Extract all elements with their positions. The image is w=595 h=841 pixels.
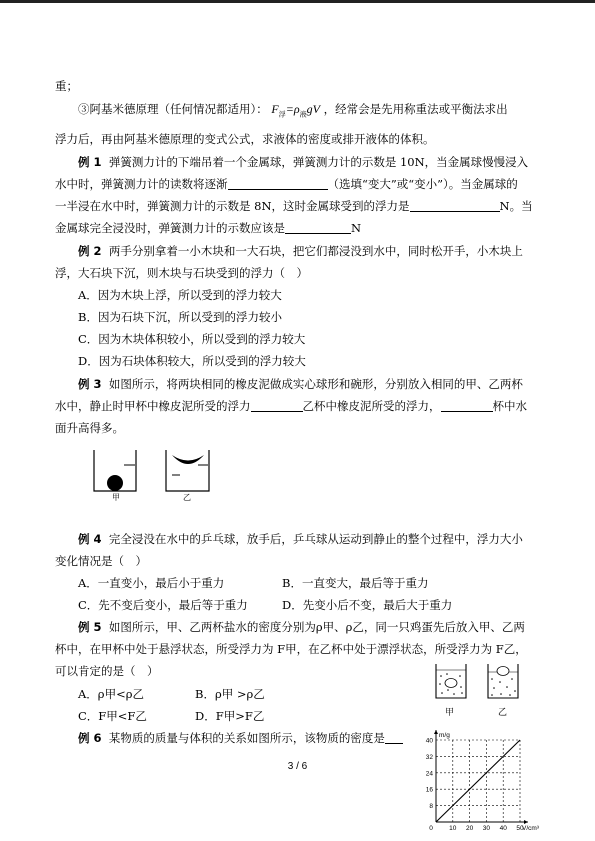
archimedes-line-1 [78,98,508,125]
example-3-line-1: 例 3 如图所示，将两块相同的橡皮泥做成实心球形和碗形，分别放入相同的甲、乙两杯 [78,377,523,391]
egg-suspended [445,679,457,688]
archimedes-label: ③阿基米德原理（任何情况都适用）： [78,102,268,116]
example-2-option-b[interactable]: B．因为石块下沉，所以受到的浮力较小 [78,310,282,324]
example-5-option-d[interactable]: D．F甲>F乙 [195,709,265,723]
cup-yi [488,664,518,698]
example-5-line-1: 例 5 如图所示，甲、乙两杯盐水的密度分别为ρ甲、ρ乙，同一只鸡蛋先后放入甲、乙两 [78,620,525,634]
page-number: 3 / 6 [287,761,308,772]
example-6-line-1: 例 6 某物质的质量与体积的关系如图所示，该物质的密度是 [78,727,403,749]
y-tick-label: 32 [425,753,433,761]
y-tick-label: 8 [429,803,433,811]
x-tick-label: 10 [449,825,457,832]
beaker-yi [166,450,209,491]
example-2-label: 例 2 [78,244,102,258]
cup-label-yi: 乙 [498,707,508,717]
page-top-rule [0,0,595,3]
example-5-option-c[interactable]: C．F甲<F乙 [78,709,147,723]
clay-bowl [172,455,204,464]
example-5-line-3: 可以肯定的是（ ） [55,664,159,678]
figure-label-jia: 甲 [112,493,120,502]
figure-label-yi: 乙 [183,493,191,502]
example-2-option-a[interactable]: A．因为木块上浮，所以受到的浮力较大 [78,288,282,302]
example-2-option-d[interactable]: D．因为石块体积较大，所以受到的浮力较大 [78,354,306,368]
answer-blank[interactable] [385,729,403,744]
example-2-line-1: 例 2 两手分别拿着一小木块和一大石块，把它们都浸没到水中，同时松开手，小木块上 [78,244,523,258]
example-6-label: 例 6 [78,731,102,745]
x-tick-label: 30 [482,825,491,832]
example-2-line-2: 浮，大石块下沉，则木块与石块受到的浮力（ ） [55,266,308,280]
example-4-option-d[interactable]: D．先变小后不变，最后大于重力 [282,598,453,612]
top-text: 重； [55,79,78,93]
example-4-line-1: 例 4 完全浸没在水中的乒乓球，放手后，乒乓球从运动到静止的整个过程中，浮力大小 [78,532,523,546]
y-tick-label: 24 [425,770,433,778]
x-axis-label: V/cm³ [522,825,539,832]
example-5-option-a[interactable]: A．ρ甲<ρ乙 [78,687,144,701]
archimedes-formula: $F_浮=\rho_液gV$ [271,102,320,119]
archimedes-tail: ，经常会是先用称重法或平衡法求出 [323,102,508,116]
mass-volume-chart [418,722,539,834]
example-5-label: 例 5 [78,620,102,634]
beaker-jia [94,450,136,491]
mass-volume-line [436,740,520,822]
example-1-line-3: 一半浸在水中时，弹簧测力计的示数是 8N，这时金属球受到的浮力是 N。当 [55,199,533,213]
example-1-line-1: 例 1 弹簧测力计的下端吊着一个金属球，弹簧测力计的示数是 10N，当金属球慢慢浸入 [78,155,529,169]
example-3-label: 例 3 [78,377,102,391]
example-4-line-2: 变化情况是（ ） [55,554,147,568]
answer-blank[interactable] [441,397,493,412]
x-tick-label: 40 [499,825,507,832]
example-3-line-2: 水中，静止时甲杯中橡皮泥所受的浮力 乙杯中橡皮泥所受的浮力， 杯中水 [55,399,527,413]
origin-label: 0 [429,825,433,832]
example-4-option-a[interactable]: A．一直变小，最后小于重力 [78,576,225,590]
cup-label-jia: 甲 [445,707,455,717]
example-2-option-c[interactable]: C．因为木块体积较小，所以受到的浮力较大 [78,332,306,346]
answer-blank[interactable] [410,197,500,212]
archimedes-line-2: 浮力后，再由阿基米德原理的变式公式，求液体的密度或排开液体的体积。 [55,132,435,146]
example-4-option-b[interactable]: B．一直变大，最后等于重力 [282,576,429,590]
answer-blank[interactable] [251,397,303,412]
y-axis-label: m/g [439,732,450,739]
y-axis-arrow [434,730,438,734]
answer-blank[interactable] [228,175,328,190]
example-5-option-b[interactable]: B．ρ甲 >ρ乙 [195,687,265,701]
x-axis-arrow [524,820,528,824]
cup-jia [436,664,466,698]
y-tick-label: 40 [425,737,433,745]
y-tick-label: 16 [425,786,433,794]
example-1-label: 例 1 [78,155,102,169]
egg-floating [497,667,509,676]
example-1-line-4: 金属球完全浸没时，弹簧测力计的示数应该是 N [55,221,362,235]
example-4-label: 例 4 [78,532,102,546]
example-3-figure [88,445,218,503]
example-5-line-2: 杯中，在甲杯中处于悬浮状态，所受浮力为 F甲，在乙杯中处于漂浮状态，所受浮力为 F乙， [55,642,527,656]
answer-blank[interactable] [285,219,351,234]
example-1-line-2: 水中时，弹簧测力计的读数将逐渐 （选填“变大”或“变小”）。当金属球的 [55,177,518,191]
clay-ball [107,475,123,491]
example-3-line-3: 面升高得多。 [55,421,124,435]
x-tick-label: 20 [465,825,474,832]
x-tick-label: 50 [516,825,524,832]
example-4-option-c[interactable]: C．先不变后变小，最后等于重力 [78,598,248,612]
example-5-figure [430,660,530,720]
